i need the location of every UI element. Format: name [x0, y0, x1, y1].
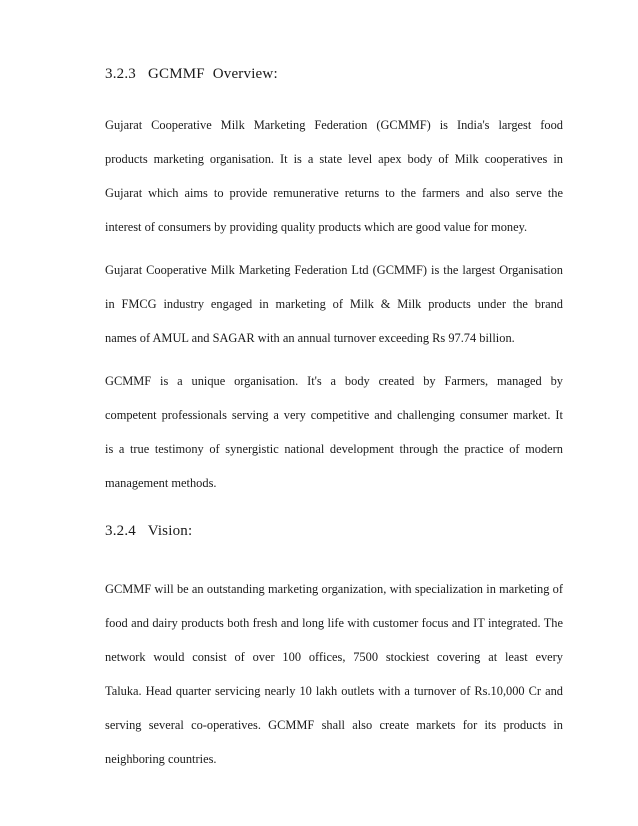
- paragraph-line: products marketing organisation. It is a state level apex body of Milk cooperatives in: [105, 152, 563, 166]
- section-heading-overview: [105, 66, 278, 83]
- paragraph-line: food and dairy products both fresh and long life with customer focus and IT integrated. The: [105, 616, 563, 630]
- paragraph-line: management methods.: [105, 476, 217, 490]
- paragraph-line: names of AMUL and SAGAR with an annual turnover exceeding Rs 97.74 billion.: [105, 331, 515, 345]
- paragraph-line: competent professionals serving a very competitive and challenging consumer market. It: [105, 408, 563, 422]
- section-heading-vision: [105, 523, 192, 540]
- paragraph-line: Gujarat which aims to provide remunerative returns to the farmers and also serve the: [105, 186, 563, 200]
- section-number: 3.2.3: [105, 66, 136, 82]
- section-title: GCMMF Overview:: [147, 66, 278, 82]
- paragraph-line: Gujarat Cooperative Milk Marketing Federation (GCMMF) is India's largest food: [105, 118, 563, 132]
- section-number: 3.2.4: [105, 523, 136, 539]
- paragraph-line: neighboring countries.: [105, 752, 217, 766]
- paragraph-line: serving several co-operatives. GCMMF shall also create markets for its products in: [105, 718, 563, 732]
- section-title: Vision:: [147, 523, 193, 539]
- paragraph-line: network would consist of over 100 offices, 7500 stockiest covering at least every: [105, 650, 563, 664]
- paragraph-gcmmf-fmcg: [105, 259, 563, 350]
- paragraph-vision: [105, 578, 563, 771]
- paragraph-line: Taluka. Head quarter servicing nearly 10 lakh outlets with a turnover of Rs.10,000 Cr and: [105, 684, 563, 698]
- paragraph-line: is a true testimony of synergistic national development through the practice of modern: [105, 442, 563, 456]
- paragraph-line: Gujarat Cooperative Milk Marketing Federation Ltd (GCMMF) is the largest Organisation: [105, 263, 563, 277]
- paragraph-gcmmf-intro: [105, 114, 563, 239]
- paragraph-line: GCMMF will be an outstanding marketing organization, with specialization in marketing of: [105, 582, 563, 596]
- paragraph-line: in FMCG industry engaged in marketing of Milk & Milk products under the brand: [105, 297, 563, 311]
- paragraph-gcmmf-unique: [105, 370, 563, 495]
- paragraph-line: GCMMF is a unique organisation. It's a body created by Farmers, managed by: [105, 374, 563, 388]
- paragraph-line: interest of consumers by providing quality products which are good value for money.: [105, 220, 528, 234]
